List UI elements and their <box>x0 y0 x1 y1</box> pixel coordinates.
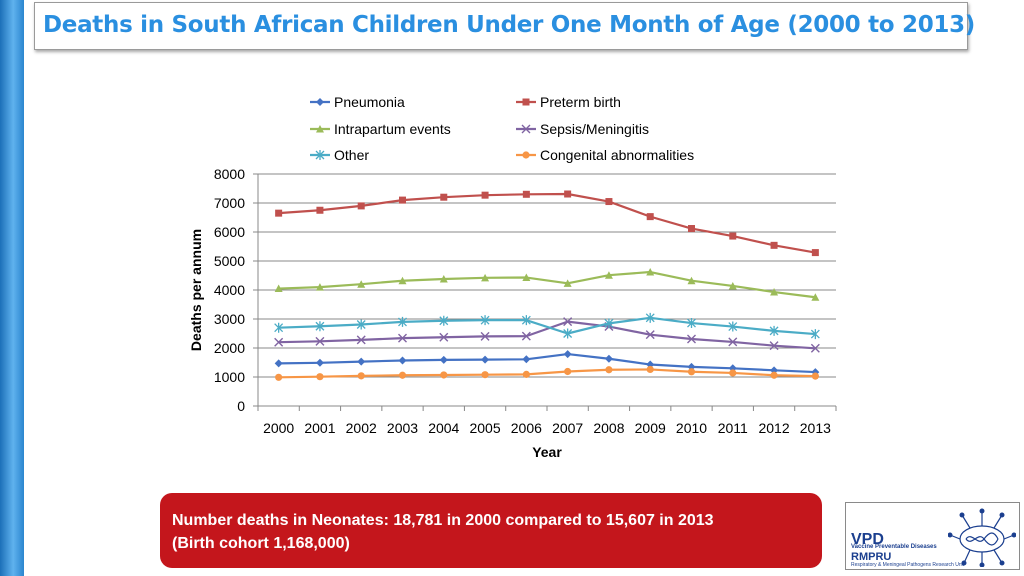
series-intrapartum-events <box>275 268 820 301</box>
data-point <box>275 210 282 217</box>
data-point <box>316 373 323 380</box>
legend-item <box>310 147 369 163</box>
legend-item <box>516 94 621 110</box>
y-tick-label: 6000 <box>213 224 245 240</box>
x-axis-title: Year <box>532 444 562 460</box>
x-tick-label: 2009 <box>634 420 666 436</box>
logo-vpd-text: VPD <box>851 531 884 548</box>
y-tick-label: 1000 <box>213 369 245 385</box>
logo-rmpru-full: Respiratory & Meningeal Pathogens Research Unit <box>851 562 965 568</box>
dna-network-icon <box>948 505 1016 567</box>
data-point <box>523 191 530 198</box>
legend-item <box>310 121 451 137</box>
data-point <box>688 225 695 232</box>
x-tick-label: 2006 <box>510 420 542 436</box>
data-point <box>647 213 654 220</box>
legend-item <box>516 147 694 163</box>
x-tick-label: 2004 <box>428 420 460 436</box>
series-sepsis-meningitis <box>275 318 820 353</box>
summary-line-1: Number deaths in Neonates: 18,781 in 2000 compared to 15,607 in 2013 <box>172 512 714 529</box>
y-tick-label: 2000 <box>213 340 245 356</box>
data-point <box>316 359 324 367</box>
data-point <box>482 192 489 199</box>
data-point <box>399 372 406 379</box>
x-tick-label: 2001 <box>304 420 336 436</box>
x-tick-label: 2012 <box>758 420 790 436</box>
data-point <box>771 242 778 249</box>
data-point <box>647 366 654 373</box>
data-point <box>522 151 529 158</box>
y-tick-label: 3000 <box>213 311 245 327</box>
data-point <box>399 356 407 364</box>
data-point <box>564 191 571 198</box>
x-tick-label: 2007 <box>552 420 584 436</box>
x-tick-label: 2000 <box>263 420 295 436</box>
y-tick-label: 7000 <box>213 195 245 211</box>
data-point <box>399 197 406 204</box>
legend-label: Congenital abnormalities <box>540 147 695 163</box>
y-axis-title: Deaths per annum <box>188 228 204 352</box>
data-point <box>481 371 488 378</box>
data-point <box>358 202 365 209</box>
legend-item <box>310 94 405 110</box>
x-tick-label: 2002 <box>345 420 377 436</box>
data-point <box>275 374 282 381</box>
x-tick-label: 2010 <box>675 420 708 436</box>
legend-label: Sepsis/Meningitis <box>540 121 649 137</box>
data-point <box>729 369 736 376</box>
data-point <box>523 371 530 378</box>
legend-label: Pneumonia <box>334 94 405 110</box>
data-point <box>564 350 572 358</box>
logo-rmpru-text: RMPRU <box>851 551 892 563</box>
data-point <box>605 198 612 205</box>
x-tick-label: 2011 <box>717 420 748 436</box>
legend-label: Preterm birth <box>540 94 621 110</box>
data-point <box>729 233 736 240</box>
legend-label: Intrapartum events <box>334 121 451 137</box>
data-point <box>316 207 323 214</box>
y-tick-label: 5000 <box>213 253 245 269</box>
summary-line-2: (Birth cohort 1,168,000) <box>172 535 350 552</box>
x-tick-label: 2008 <box>593 420 625 436</box>
data-point <box>605 366 612 373</box>
data-point <box>523 99 530 106</box>
x-tick-label: 2013 <box>799 420 831 436</box>
data-point <box>358 372 365 379</box>
data-point <box>275 359 283 367</box>
data-point <box>522 355 530 363</box>
data-point <box>812 373 819 380</box>
rmpru-logo <box>845 502 1020 570</box>
data-point <box>481 356 489 364</box>
data-point <box>812 249 819 256</box>
y-tick-label: 0 <box>237 398 245 414</box>
y-tick-label: 4000 <box>213 282 245 298</box>
summary-callout <box>160 493 822 568</box>
slide-title: Deaths in South African Children Under One Month of Age (2000 to 2013) <box>43 12 976 38</box>
data-point <box>440 356 448 364</box>
data-point <box>357 358 365 366</box>
data-point <box>316 98 324 106</box>
data-point <box>770 372 777 379</box>
series-other <box>275 313 820 339</box>
y-tick-label: 8000 <box>213 166 245 182</box>
data-point <box>688 368 695 375</box>
x-tick-label: 2005 <box>469 420 501 436</box>
series-preterm-birth <box>275 191 819 257</box>
data-point <box>440 194 447 201</box>
data-point <box>440 371 447 378</box>
logo-vpd-full: Vaccine Preventable Diseases <box>851 544 937 550</box>
x-tick-label: 2003 <box>386 420 419 436</box>
data-point <box>605 355 613 363</box>
legend-item <box>516 121 649 137</box>
data-point <box>564 368 571 375</box>
legend-label: Other <box>334 147 370 163</box>
